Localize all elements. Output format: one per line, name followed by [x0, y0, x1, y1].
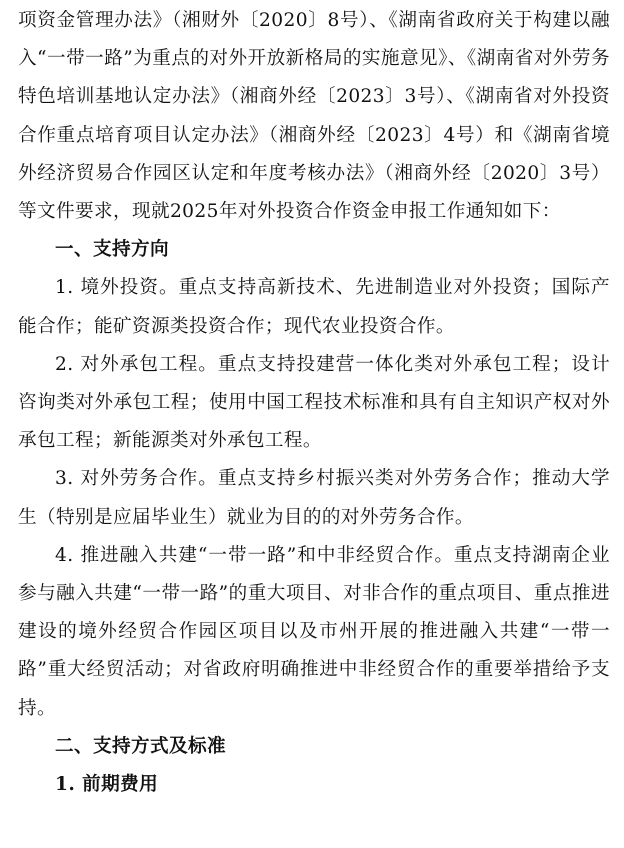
list-item-overseas-investment: 1. 境外投资。重点支持高新技术、先进制造业对外投资；国际产能合作；能矿资源类投资合作；现代农业投资合作。	[18, 277, 610, 337]
list-item-belt-and-road: 4. 推进融入共建“一带一路”和中非经贸合作。重点支持湖南企业参与融入共建“一带一路”的重大项目、对非合作的重点项目、重点推进建设的境外经贸合作园区项目以及市州开展的推进融入共建“一带一路”重大经贸活动；对省政府明确推进中非经贸合作的重要举措给予支持。	[18, 544, 610, 719]
subsection-heading-preliminary-costs: 1. 前期费用	[55, 774, 159, 796]
list-item-labor-cooperation: 3. 对外劳务合作。重点支持乡村振兴类对外劳务合作；推动大学生（特别是应届毕业生）就业为目的的对外劳务合作。	[18, 468, 610, 528]
section-heading-support-methods: 二、支持方式及标准	[55, 735, 226, 757]
intro-paragraph: 项资金管理办法》（湘财外〔2020〕8号）、《湖南省政府关于构建以融入“一带一路”为重点的对外开放新格局的实施意见》、《湖南省对外劳务特色培训基地认定办法》（湘商外经〔2023〕3号）、《湖南省对外投资合作重点培育项目认定办法》（湘商外经〔2023〕4号）和《湖南省境外经济贸易合作园区认定和年度考核办法》（湘商外经〔2020〕3号）等文件要求，现就2025年对外投资合作资金申报工作通知如下：	[18, 10, 610, 223]
section-heading-support-direction: 一、支持方向	[55, 239, 169, 261]
list-item-contracted-projects: 2. 对外承包工程。重点支持投建营一体化类对外承包工程；设计咨询类对外承包工程；使用中国工程技术标准和具有自主知识产权对外承包工程；新能源类对外承包工程。	[18, 353, 610, 452]
